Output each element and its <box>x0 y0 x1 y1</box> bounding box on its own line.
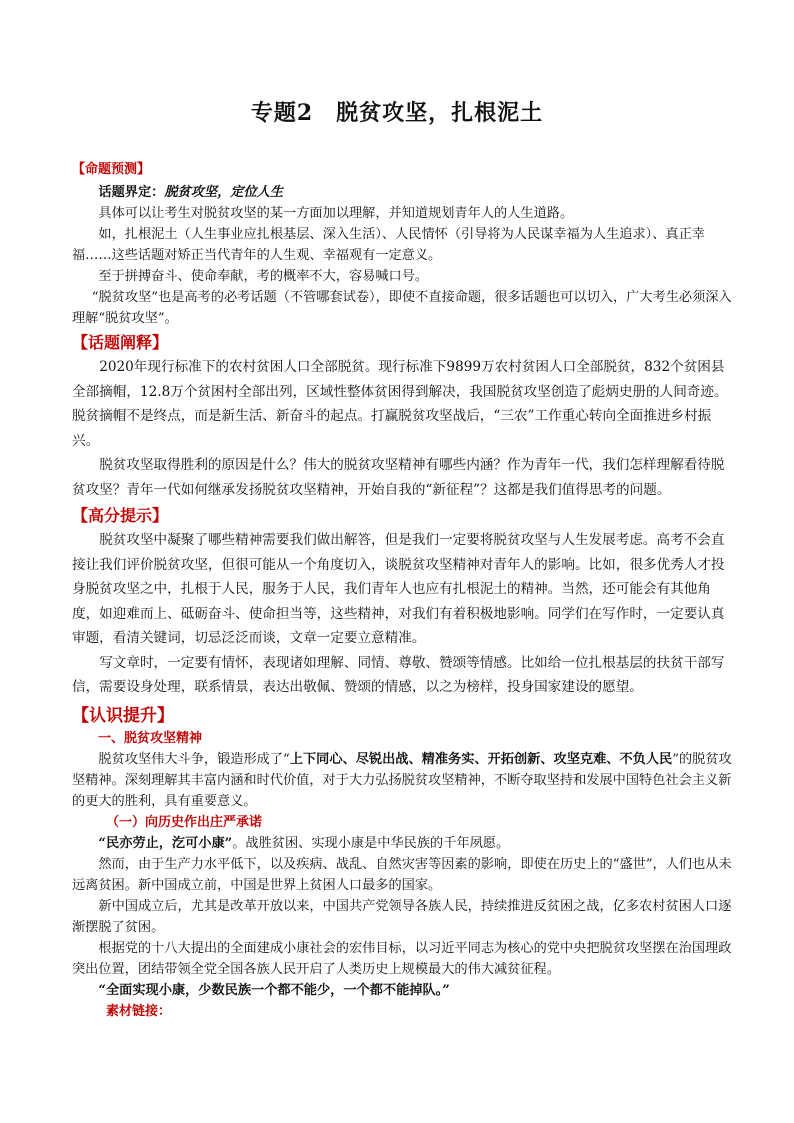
paragraph: 脱贫攻坚伟大斗争，锻造形成了“上下同心、尽锐出战、精准务实、开拓创新、攻坚克难、不负人民”的脱贫攻坚精神。深刻理解其丰富内涵和时代价值，对于大力弘扬脱贫攻坚精神，不断夺取坚持和发展中国特色社会主义新的更大的胜利，具有重要意义。 <box>72 751 732 809</box>
paragraph: “民亦劳止，汔可小康”。战胜贫困、实现小康是中华民族的千年夙愿。 <box>98 835 510 851</box>
section-heading-insight: 【认识提升】 <box>72 705 174 726</box>
topic-label: 话题界定： <box>98 185 165 200</box>
paragraph: 脱贫攻坚中凝聚了哪些精神需要我们做出解答，但是我们一定要将脱贫攻坚与人生发展考虑。高考不会直接让我们评价脱贫攻坚，但很可能从一个角度切入，谈脱贫攻坚精神对青年人的影响。比如，很多优秀人才投身脱贫攻坚之中，扎根于人民，服务于人民，我们青年人也应有扎根泥土的精神。当然，还可能会有其他角度，如迎难而上、砥砺奋斗、使命担当等，这些精神，对我们有着积极地影响。同学们在写作时，一定要认真审题，看清关键词，切忌泛泛而谈，文章一定要立意精准。 <box>72 532 725 646</box>
quote: “全面实现小康，少数民族一个都不能少，一个都不能掉队。” <box>98 982 450 998</box>
paragraph: 具体可以让考生对脱贫攻坚的某一方面加以理解，并知道规划青年人的人生道路。 <box>98 206 574 221</box>
paragraph: 如，扎根泥土（人生事业应扎根基层、深入生活）、人民情怀（引导将为人民谋幸福为人生追求）、真正幸福……这些话题对矫正当代青年的人生观、幸福观有一定意义。 <box>72 227 705 263</box>
topic-value: 脱贫攻坚，定位人生 <box>164 185 284 200</box>
paragraph: “脱贫攻坚”也是高考的必考话题（不管哪套试卷），即使不直接命题，很多话题也可以切入，广大考生必须深入理解“脱贫攻坚”。 <box>72 290 732 326</box>
paragraph: 脱贫攻坚取得胜利的原因是什么？伟大的脱贫攻坚精神有哪些内涵？作为青年一代，我们怎样理解看待脱贫攻坚？青年一代如何继承发扬脱贫攻坚精神，开始自我的“新征程”？这都是我们值得思考的问题。 <box>72 457 725 498</box>
topic-definition <box>72 182 736 203</box>
page-title: 专题2 脱贫攻坚，扎根泥土 <box>250 100 544 126</box>
quote: “民亦劳止，汔可小康” <box>98 835 233 851</box>
section-heading-explanation: 【话题阐释】 <box>72 333 169 352</box>
document-body <box>72 158 736 1022</box>
paragraph: 新中国成立后，尤其是改革开放以来，中国共产党领导各族人民，持续推进反贫困之战，亿多农村贫困人口逐渐摆脱了贫困。 <box>72 898 732 935</box>
paragraph: 然而，由于生产力水平低下，以及疾病、战乱、自然灾害等因素的影响，即使在历史上的“盛世”，人们也从未远离贫困。新中国成立前，中国是世界上贫困人口最多的国家。 <box>72 856 732 893</box>
paragraph: 根据党的十八大提出的全面建成小康社会的宏伟目标，以习近平同志为核心的党中央把脱贫攻坚摆在治国理政突出位置，团结带领全党全国各族人民开启了人类历史上规模最大的伟大减贫征程。 <box>72 940 732 977</box>
subsection-heading: （一）向历史作出庄严承诺 <box>106 814 263 830</box>
paragraph: 写文章时，一定要有情怀，表现诸如理解、同情、尊敬、赞颂等情感。比如给一位扎根基层的扶贫干部写信，需要设身处理，联系情景，表达出敬佩、赞颂的情感，以之为榜样，投身国家建设的愿望。 <box>72 654 725 695</box>
spirit-keywords: 上下同心、尽锐出战、精准务实、开拓创新、攻坚克难、不负人民 <box>289 751 673 767</box>
paragraph: 2020年现行标准下的农村贫困人口全部脱贫。现行标准下9899万农村贫困人口全部脱贫，832个贫困县全部摘帽，12.8万个贫困村全部出列，区域性整体贫困得到解决，我国脱贫攻坚创造了彪炳史册的人间奇迹。脱贫摘帽不是终点，而是新生活、新奋斗的起点。打赢脱贫攻坚战后，“三农”工作重心转向全面推进乡村振兴。 <box>72 359 728 449</box>
paragraph: 至于拼搏奋斗、使命奉献，考的概率不大，容易喊口号。 <box>98 269 429 284</box>
section-heading-tips: 【高分提示】 <box>72 506 169 525</box>
material-link-label: 素材链接： <box>106 1003 172 1019</box>
section-heading-prediction: 【命题预测】 <box>72 162 151 177</box>
subsection-heading: 一、脱贫攻坚精神 <box>98 730 203 746</box>
